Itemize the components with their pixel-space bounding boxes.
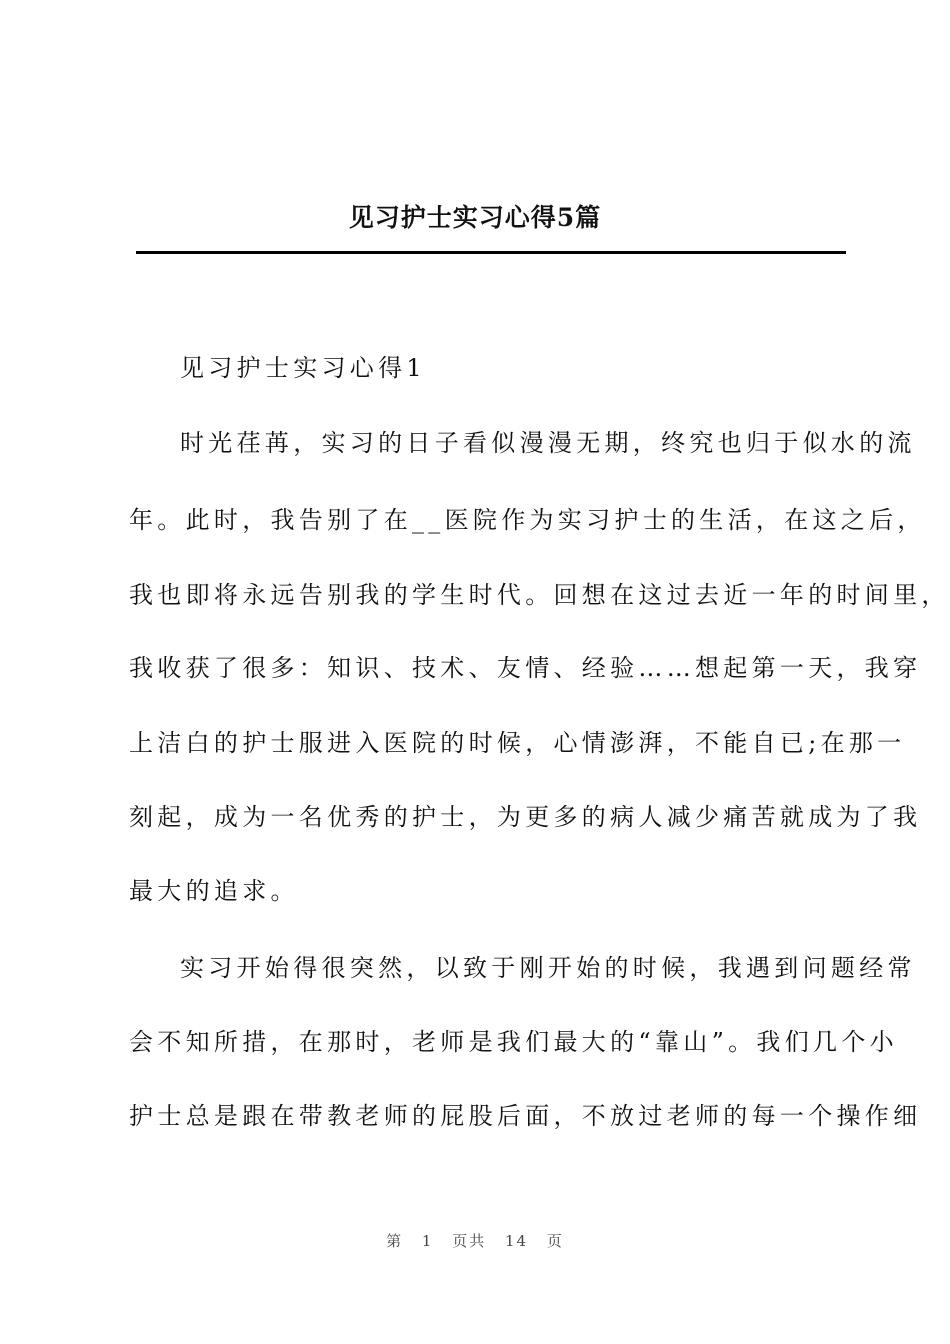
body-line: 我也即将永远告别我的学生时代。回想在这过去近一年的时间里， [129, 581, 950, 609]
section-heading: 见习护士实习心得1 [180, 354, 426, 382]
body-line: 实习开始得很突然，以致于刚开始的时候，我遇到问题经常 [180, 954, 916, 982]
document-title: 见习护士实习心得5篇 [348, 203, 602, 232]
body-line: 我收获了很多：知识、技术、友情、经验……想起第一天，我穿 [129, 654, 922, 682]
footer-label-mid: 页共 [452, 1232, 487, 1250]
body-line: 时光荏苒，实习的日子看似漫漫无期，终究也归于似水的流 [180, 429, 916, 457]
body-line: 护士总是跟在带教老师的屁股后面，不放过老师的每一个操作细 [129, 1102, 922, 1130]
title-underline-rule [136, 251, 846, 254]
footer-page-number: 1 [421, 1232, 434, 1250]
footer-label-pre: 第 [386, 1232, 404, 1250]
body-line: 年。此时，我告别了在__医院作为实习护士的生活，在这之后， [129, 506, 926, 534]
body-line: 刻起，成为一名优秀的护士，为更多的病人减少痛苦就成为了我 [129, 803, 922, 831]
body-line: 会不知所措，在那时，老师是我们最大的“靠山”。我们几个小 [129, 1028, 898, 1056]
footer-label-post: 页 [546, 1232, 564, 1250]
body-line: 上洁白的护士服进入医院的时候，心情澎湃，不能自已;在那一 [129, 729, 906, 757]
body-line: 最大的追求。 [129, 877, 299, 905]
page-footer [0, 1230, 950, 1251]
footer-page-total: 14 [505, 1232, 529, 1250]
